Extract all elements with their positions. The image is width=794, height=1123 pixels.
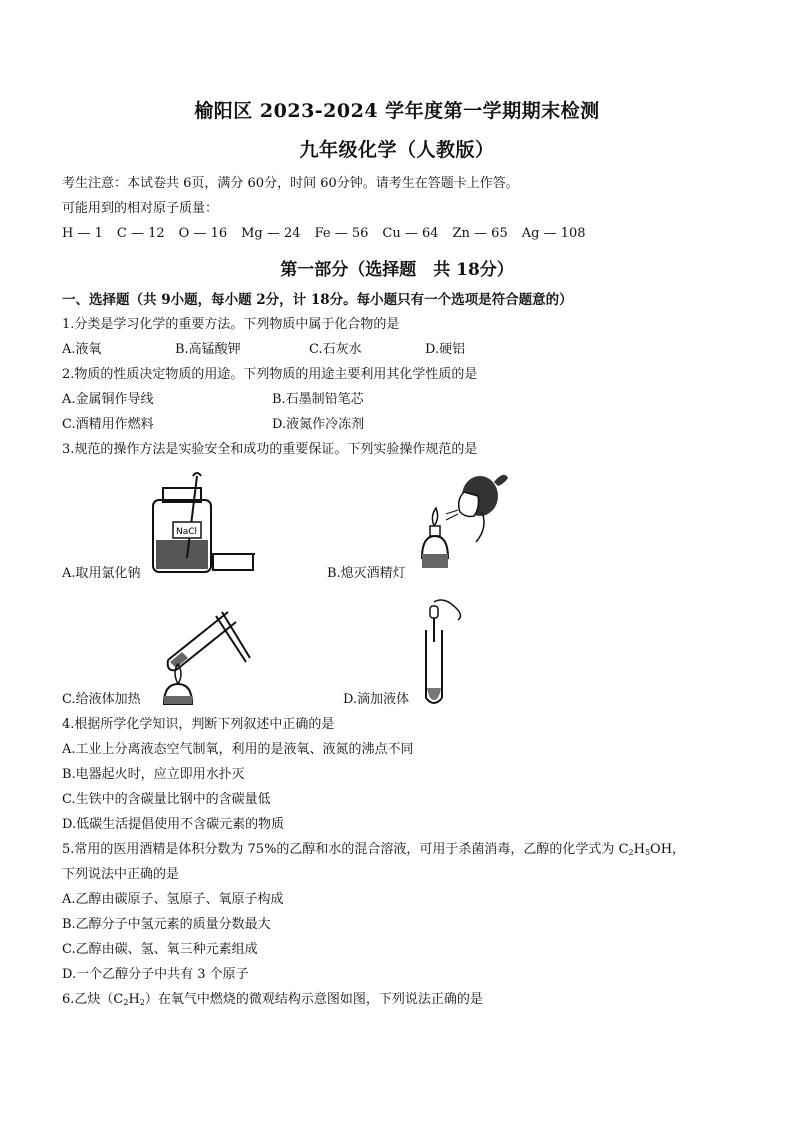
q6-stem — [62, 992, 483, 1011]
q5-option-d: D.一个乙醇分子中共有 3 个原子 — [62, 967, 249, 982]
exam-subtitle: 九年级化学（人教版） — [299, 139, 495, 161]
section-heading: 一、选择题（共 9小题，每小题 2分，计 18分。每小题只有一个选项是符合题意的） — [62, 292, 573, 308]
exam-title: 榆阳区 2023-2024 学年度第一学期期末检测 — [194, 100, 600, 122]
q2-option-d: D.液氮作冷冻剂 — [272, 417, 365, 432]
q4-option-c: C.生铁中的含碳量比钢中的含碳量低 — [62, 792, 271, 807]
q3-option-a: A.取用氯化钠 — [62, 566, 141, 581]
q2-option-b: B.石墨制铅笔芯 — [272, 392, 364, 407]
figure-drop-liquid — [412, 596, 472, 708]
atomic-mass-cu: Cu — 64 — [382, 226, 439, 241]
q6-sub2: 2 — [139, 998, 145, 1007]
q5-option-a: A.乙醇由碳原子、氢原子、氧原子构成 — [62, 892, 284, 907]
nacl-label: NaCl — [176, 527, 198, 537]
q5-formula-sub1: 2 — [628, 848, 634, 857]
figure-nacl-bottle — [145, 470, 265, 580]
q5-stem-text: 5.常用的医用酒精是体积分数为 75%的乙醇和水的混合溶液，可用于杀菌消毒，乙醇的化学式为 C — [62, 842, 629, 857]
atomic-mass-fe: Fe — 56 — [314, 226, 369, 241]
q5-option-c: C.乙醇由碳、氢、氧三种元素组成 — [62, 942, 258, 957]
q5-formula-sub2: 5 — [644, 848, 651, 857]
atomic-mass-label: 可能用到的相对原子质量： — [62, 201, 219, 216]
atomic-mass-mg: Mg — 24 — [241, 226, 301, 241]
part1-title: 第一部分（选择题 共 18分） — [280, 260, 514, 280]
atomic-mass-c: C — 12 — [116, 226, 165, 241]
q6-sub1: 2 — [123, 998, 129, 1007]
atomic-mass-ag: Ag — 108 — [521, 226, 586, 241]
q1-option-c: C.石灰水 — [309, 342, 362, 357]
atomic-mass-list — [62, 226, 586, 242]
q6-stem-b: H — [128, 992, 140, 1007]
figure-blow-lamp — [412, 468, 512, 578]
q2-stem: 2.物质的性质决定物质的用途。下列物质的用途主要利用其化学性质的是 — [62, 367, 478, 382]
q5-formula-end: OH， — [650, 842, 686, 857]
q1-stem: 1.分类是学习化学的重要方法。下列物质中属于化合物的是 — [62, 317, 400, 332]
q5-option-b: B.乙醇分子中氢元素的质量分数最大 — [62, 917, 271, 932]
atomic-mass-zn: Zn — 65 — [452, 226, 508, 241]
q4-option-d: D.低碳生活提倡使用不含碳元素的物质 — [62, 817, 285, 832]
q1-option-b: B.高锰酸钾 — [175, 342, 241, 357]
q4-option-a: A.工业上分离液态空气制氧，利用的是液氧、液氮的沸点不同 — [62, 742, 414, 757]
q4-stem: 4.根据所学化学知识，判断下列叙述中正确的是 — [62, 717, 335, 732]
q6-stem-a: 6.乙炔（C — [62, 992, 124, 1007]
q2-option-a: A.金属铜作导线 — [62, 392, 154, 407]
q2-option-c: C.酒精用作燃料 — [62, 417, 154, 432]
q1-option-a: A.液氧 — [62, 342, 102, 357]
q3-stem: 3.规范的操作方法是实验安全和成功的重要保证。下列实验操作规范的是 — [62, 442, 478, 457]
q5-stem-line2: 下列说法中正确的是 — [62, 867, 180, 882]
atomic-mass-h: H — 1 — [62, 226, 103, 241]
exam-notice: 考生注意：本试卷共 6页，满分 60分，时间 60分钟。请考生在答题卡上作答。 — [62, 176, 519, 191]
q6-stem-c: ）在氧气中燃烧的微观结构示意图如图，下列说法正确的是 — [144, 992, 483, 1007]
atomic-mass-o: O — 16 — [178, 226, 228, 241]
q3-option-c: C.给液体加热 — [62, 692, 141, 707]
q1-option-d: D.硬铝 — [425, 342, 466, 357]
q3-option-b: B.熄灭酒精灯 — [327, 566, 406, 581]
figure-heat-liquid — [148, 600, 258, 708]
q5-stem-line1 — [62, 842, 685, 861]
q3-option-d: D.滴加液体 — [343, 692, 410, 707]
q4-option-b: B.电器起火时，应立即用水扑灭 — [62, 767, 245, 782]
q5-formula-mid: H — [633, 842, 645, 857]
